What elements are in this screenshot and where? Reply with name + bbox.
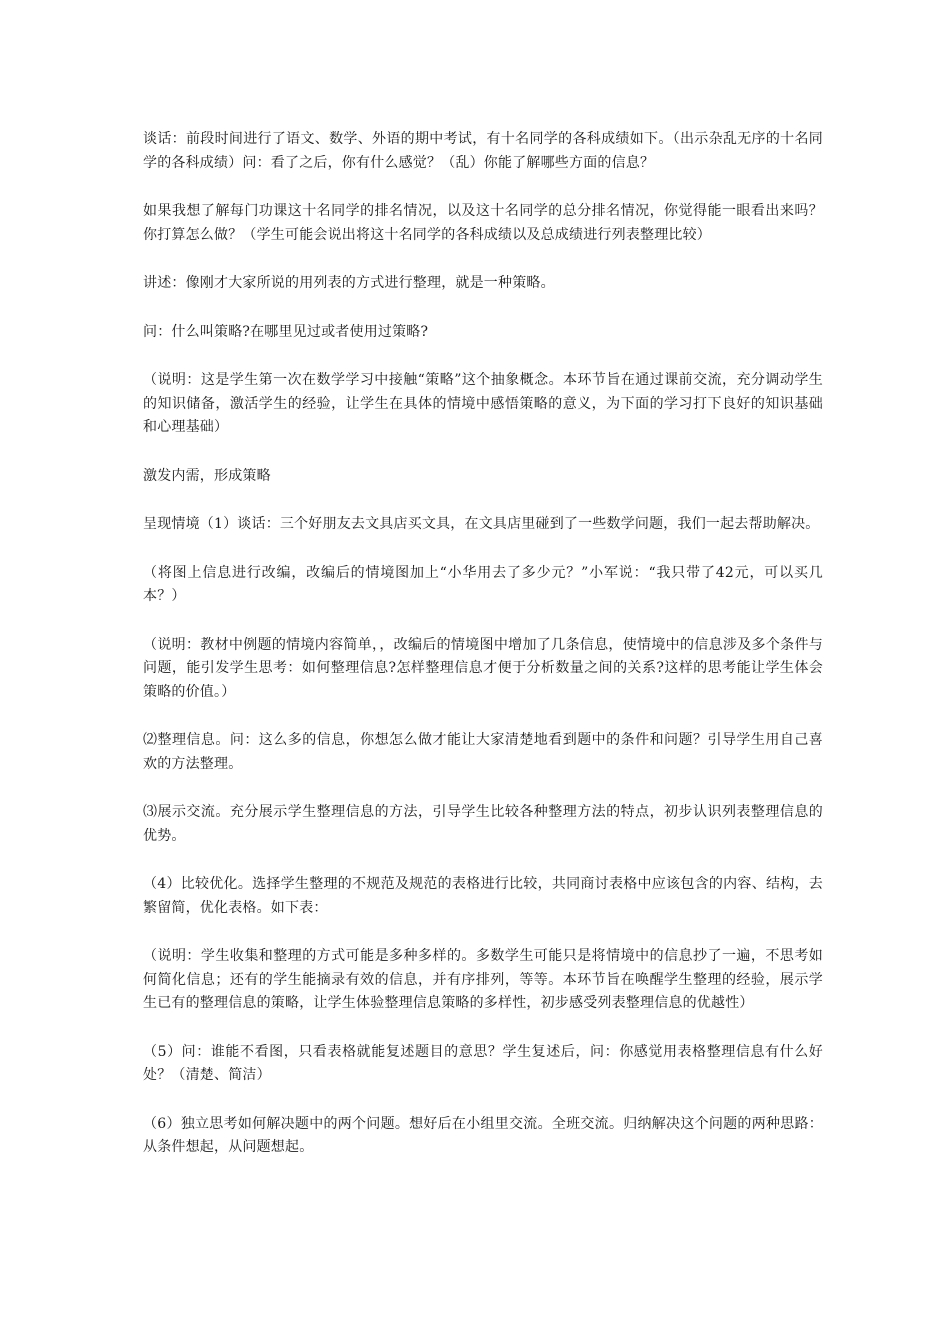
paragraph-adapted-scenario: （将图上信息进行改编，改编后的情境图加上“小华用去了多少元？”小军说：“我只带了42元，可以买几本？）	[143, 564, 823, 604]
paragraph-strategy-question: 问：什么叫策略?在哪里见过或者使用过策略?	[143, 323, 429, 340]
paragraph-step-share: ⑶展示交流。充分展示学生整理信息的方法，引导学生比较各种整理方法的特点，初步认识列表整理信息的优势。	[143, 804, 823, 844]
paragraph-step-retell: （5）问：谁能不看图，只看表格就能复述题目的意思？学生复述后，问：你感觉用表格整理信息有什么好处？（清楚、简洁）	[143, 1043, 823, 1083]
paragraph-intro-talk: 谈话：前段时间进行了语文、数学、外语的期中考试，有十名同学的各科成绩如下。（出示杂乱无序的十名同学的各科成绩）问：看了之后，你有什么感觉？（乱）你能了解哪些方面的信息？	[143, 131, 823, 171]
paragraph-strategy-statement: 讲述：像刚才大家所说的用列表的方式进行整理，就是一种策略。	[143, 275, 555, 291]
paragraph-ranking-question: 如果我想了解每门功课这十名同学的排名情况，以及这十名同学的总分排名情况，你觉得能一眼看出来吗？你打算怎么做？（学生可能会说出将这十名同学的各科成绩以及总成绩进行列表整理比较）	[143, 203, 823, 243]
paragraph-step-compare: （4）比较优化。选择学生整理的不规范及规范的表格进行比较，共同商讨表格中应该包含的内容、结构，去繁留简，优化表格。如下表：	[143, 876, 823, 916]
paragraph-step-organize: ⑵整理信息。问：这么多的信息，你想怎么做才能让大家清楚地看到题中的条件和问题？引导学生用自己喜欢的方法整理。	[143, 732, 823, 772]
paragraph-note-textbook: （说明：教材中例题的情境内容简单，，改编后的情境图中增加了几条信息，使情境中的信息涉及多个条件与问题，能引发学生思考：如何整理信息?怎样整理信息才便于分析数量之间的关系?这样的思考能让学生体会策略的价值。）	[143, 636, 823, 700]
paragraph-step-solve: （6）独立思考如何解决题中的两个问题。想好后在小组里交流。全班交流。归纳解决这个问题的两种思路：从条件想起，从问题想起。	[143, 1115, 823, 1155]
paragraph-note-concept: （说明：这是学生第一次在数学学习中接触“策略”这个抽象概念。本环节旨在通过课前交流，充分调动学生的知识储备，激活学生的经验，让学生在具体的情境中感悟策略的意义，为下面的学习打下良好的知识基础和心理基础）	[143, 372, 823, 435]
document-body	[143, 128, 823, 1185]
section-heading: 激发内需，形成策略	[143, 467, 271, 484]
paragraph-note-collection: （说明：学生收集和整理的方式可能是多种多样的。多数学生可能只是将情境中的信息抄了一遍，不思考如何简化信息；还有的学生能摘录有效的信息，并有序排列，等等。本环节旨在唤醒学生整理的经验，展示学生已有的整理信息的策略，让学生体验整理信息策略的多样性，初步感受列表整理信息的优越性）	[143, 948, 823, 1011]
paragraph-scenario: 呈现情境（1）谈话：三个好朋友去文具店买文具，在文具店里碰到了一些数学问题，我们一起去帮助解决。	[143, 516, 820, 532]
